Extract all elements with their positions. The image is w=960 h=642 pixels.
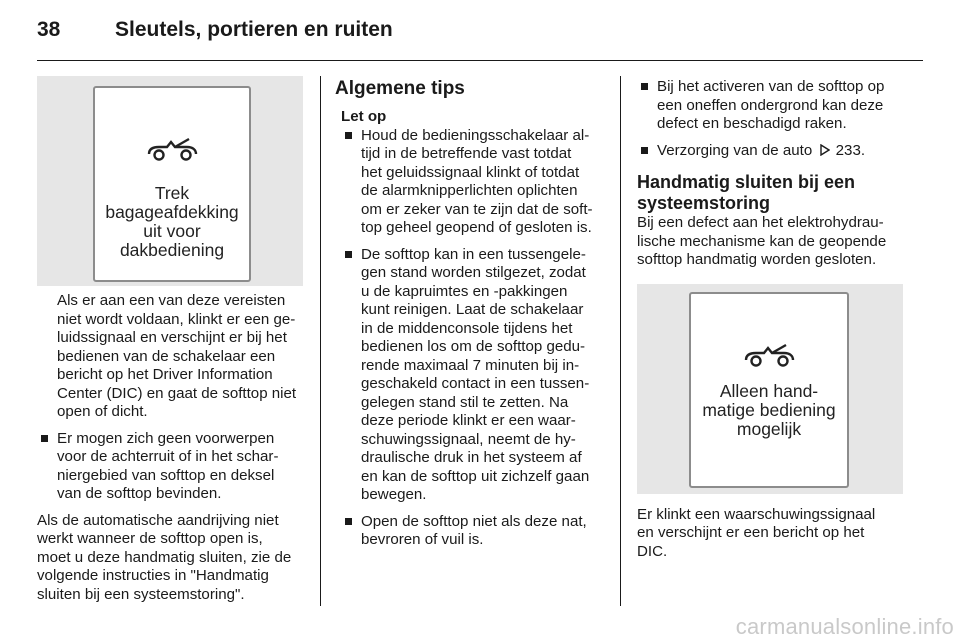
column-divider (620, 76, 621, 606)
dic-message-line: matige bediening (702, 399, 836, 420)
page-number: 38 (37, 18, 61, 41)
note-list (335, 127, 607, 550)
watermark: carmanualsonline.info (735, 614, 954, 639)
bullet-square-icon (41, 435, 48, 442)
text-line: bedienen los om de softtop gedu- (361, 338, 586, 355)
text-line: bericht op het Driver Information (57, 366, 273, 383)
column-divider (320, 76, 321, 606)
text-line: werkt wanneer de softtop open is, (37, 530, 263, 547)
dic-message-line: uit voor (143, 221, 201, 241)
text-line: Bij een defect aan het elektrohydrau- (637, 214, 884, 231)
text-line: en kan de softtop uit zichzelf gaan (361, 467, 590, 485)
bullet-square-icon (345, 518, 352, 525)
column-1 (37, 76, 303, 604)
intro-paragraph (37, 292, 303, 422)
dic-message-line: bagageafdekking (105, 202, 239, 222)
bullet-item (341, 246, 607, 505)
bullet-square-icon (641, 83, 648, 90)
text-line: draulische druk in het systeem af (361, 449, 582, 466)
bullet-item (341, 127, 607, 238)
body-paragraph (37, 512, 303, 605)
text-line: volgende instructies in "Handmatig (37, 567, 269, 584)
text-line: Verzorging van de auto (657, 141, 813, 159)
note-label: Let op (341, 108, 387, 125)
text-line: Er mogen zich geen voorwerpen (57, 429, 275, 447)
bullet-square-icon (345, 251, 352, 258)
convertible-car-icon (742, 342, 796, 368)
text-line: Houd de bedieningsschakelaar al- (361, 126, 590, 144)
text-line: kunt reinigen. Laat de schakelaar (361, 301, 584, 318)
section-heading: Algemene tips (335, 78, 465, 99)
bullet-item (341, 513, 607, 550)
text-line: top geheel geopend of gesloten is. (361, 219, 592, 236)
text-line: gelegen stand stil te zetten. Na (361, 393, 569, 411)
text-line: het geluidssignaal klinkt of totdat (361, 163, 580, 181)
page-header (37, 18, 393, 42)
text-line: een oneffen ondergrond kan deze (657, 96, 884, 114)
text-line: bevroren of vuil is. (361, 531, 484, 548)
dic-display (93, 86, 251, 282)
text-line: Center (DIC) en gaat de softtop niet (57, 384, 297, 402)
dic-message (95, 184, 249, 260)
text-line: Als er aan een van deze vereisten (57, 292, 286, 309)
page-reference-link[interactable]: 233. (835, 141, 866, 159)
text-line: en verschijnt er een bericht op het (637, 524, 865, 541)
text-line: defect en beschadigd raken. (657, 115, 847, 132)
text-line: niet wordt voldaan, klinkt er een ge- (57, 310, 296, 328)
text-line: schuwingssignaal, neemt de hy- (361, 430, 576, 448)
outro-paragraph (637, 506, 903, 562)
text-line: softtop handmatig worden gesloten. (637, 251, 877, 268)
bullet-item (637, 142, 903, 161)
text-line: voor de achterruit of in het schar- (57, 448, 279, 465)
dic-message-line: Trek (154, 183, 190, 203)
page-reference-icon (820, 144, 830, 156)
bullet-item (37, 430, 303, 504)
header-rule (37, 60, 923, 61)
column-2 (335, 78, 607, 550)
text-line: bewegen. (361, 486, 427, 503)
text-line: u de kapruimtes en -pakkingen (361, 282, 568, 300)
dic-message (691, 382, 847, 439)
text-line: tijd in de betreffende vast totdat (361, 145, 572, 162)
bullet-item (637, 78, 903, 134)
text-line: bedienen van de schakelaar een (57, 347, 276, 365)
text-line: DIC. (637, 542, 668, 560)
intro-paragraph (637, 214, 903, 270)
convertible-car-icon (145, 136, 199, 162)
text-line: moet u deze handmatig sluiten, zie de (37, 548, 292, 566)
text-line: Bij het activeren van de softtop op (657, 78, 885, 95)
text-line: de alarmknipperlichten oplichten (361, 182, 578, 199)
text-line: in de middenconsole tijdens het (361, 319, 573, 337)
dic-message-figure (37, 76, 303, 286)
dic-message-line: mogelijk (736, 418, 802, 439)
text-line: deze periode klinkt er een waar- (361, 412, 576, 429)
dic-message-line: Alleen hand- (719, 380, 819, 401)
bullet-square-icon (345, 132, 352, 139)
text-line: niergebied van softtop en deksel (57, 466, 275, 484)
text-line: rende maximaal 7 minuten bij in- (361, 356, 580, 374)
text-line: om er zeker van te zijn dat de soft- (361, 200, 593, 218)
text-line: De softtop kan in een tussengele- (361, 245, 586, 263)
section-heading (637, 172, 903, 214)
text-line: geschakeld contact in een tussen- (361, 375, 590, 392)
text-line: Als de automatische aandrijving niet (37, 511, 279, 529)
heading-line: Handmatig sluiten bij een (637, 172, 856, 192)
text-line: luidssignaal en verschijnt er bij het (57, 329, 287, 346)
dic-display (689, 292, 849, 488)
column-3 (637, 78, 903, 561)
text-line: open of dicht. (57, 403, 148, 420)
bullet-square-icon (641, 147, 648, 154)
text-line: Er klinkt een waarschuwingssignaal (637, 505, 876, 523)
text-line: lische mechanisme kan de geopende (637, 232, 887, 250)
text-line: van de softtop bevinden. (57, 485, 222, 502)
text-line: sluiten bij een systeemstoring". (37, 585, 245, 603)
text-line: Open de softtop niet als deze nat, (361, 512, 587, 530)
text-line: gen stand worden stilgezet, zodat (361, 264, 586, 281)
heading-line: systeemstoring (637, 193, 771, 213)
page-title: Sleutels, portieren en ruiten (115, 18, 393, 41)
dic-message-figure (637, 284, 903, 494)
dic-message-line: dakbediening (119, 240, 225, 260)
